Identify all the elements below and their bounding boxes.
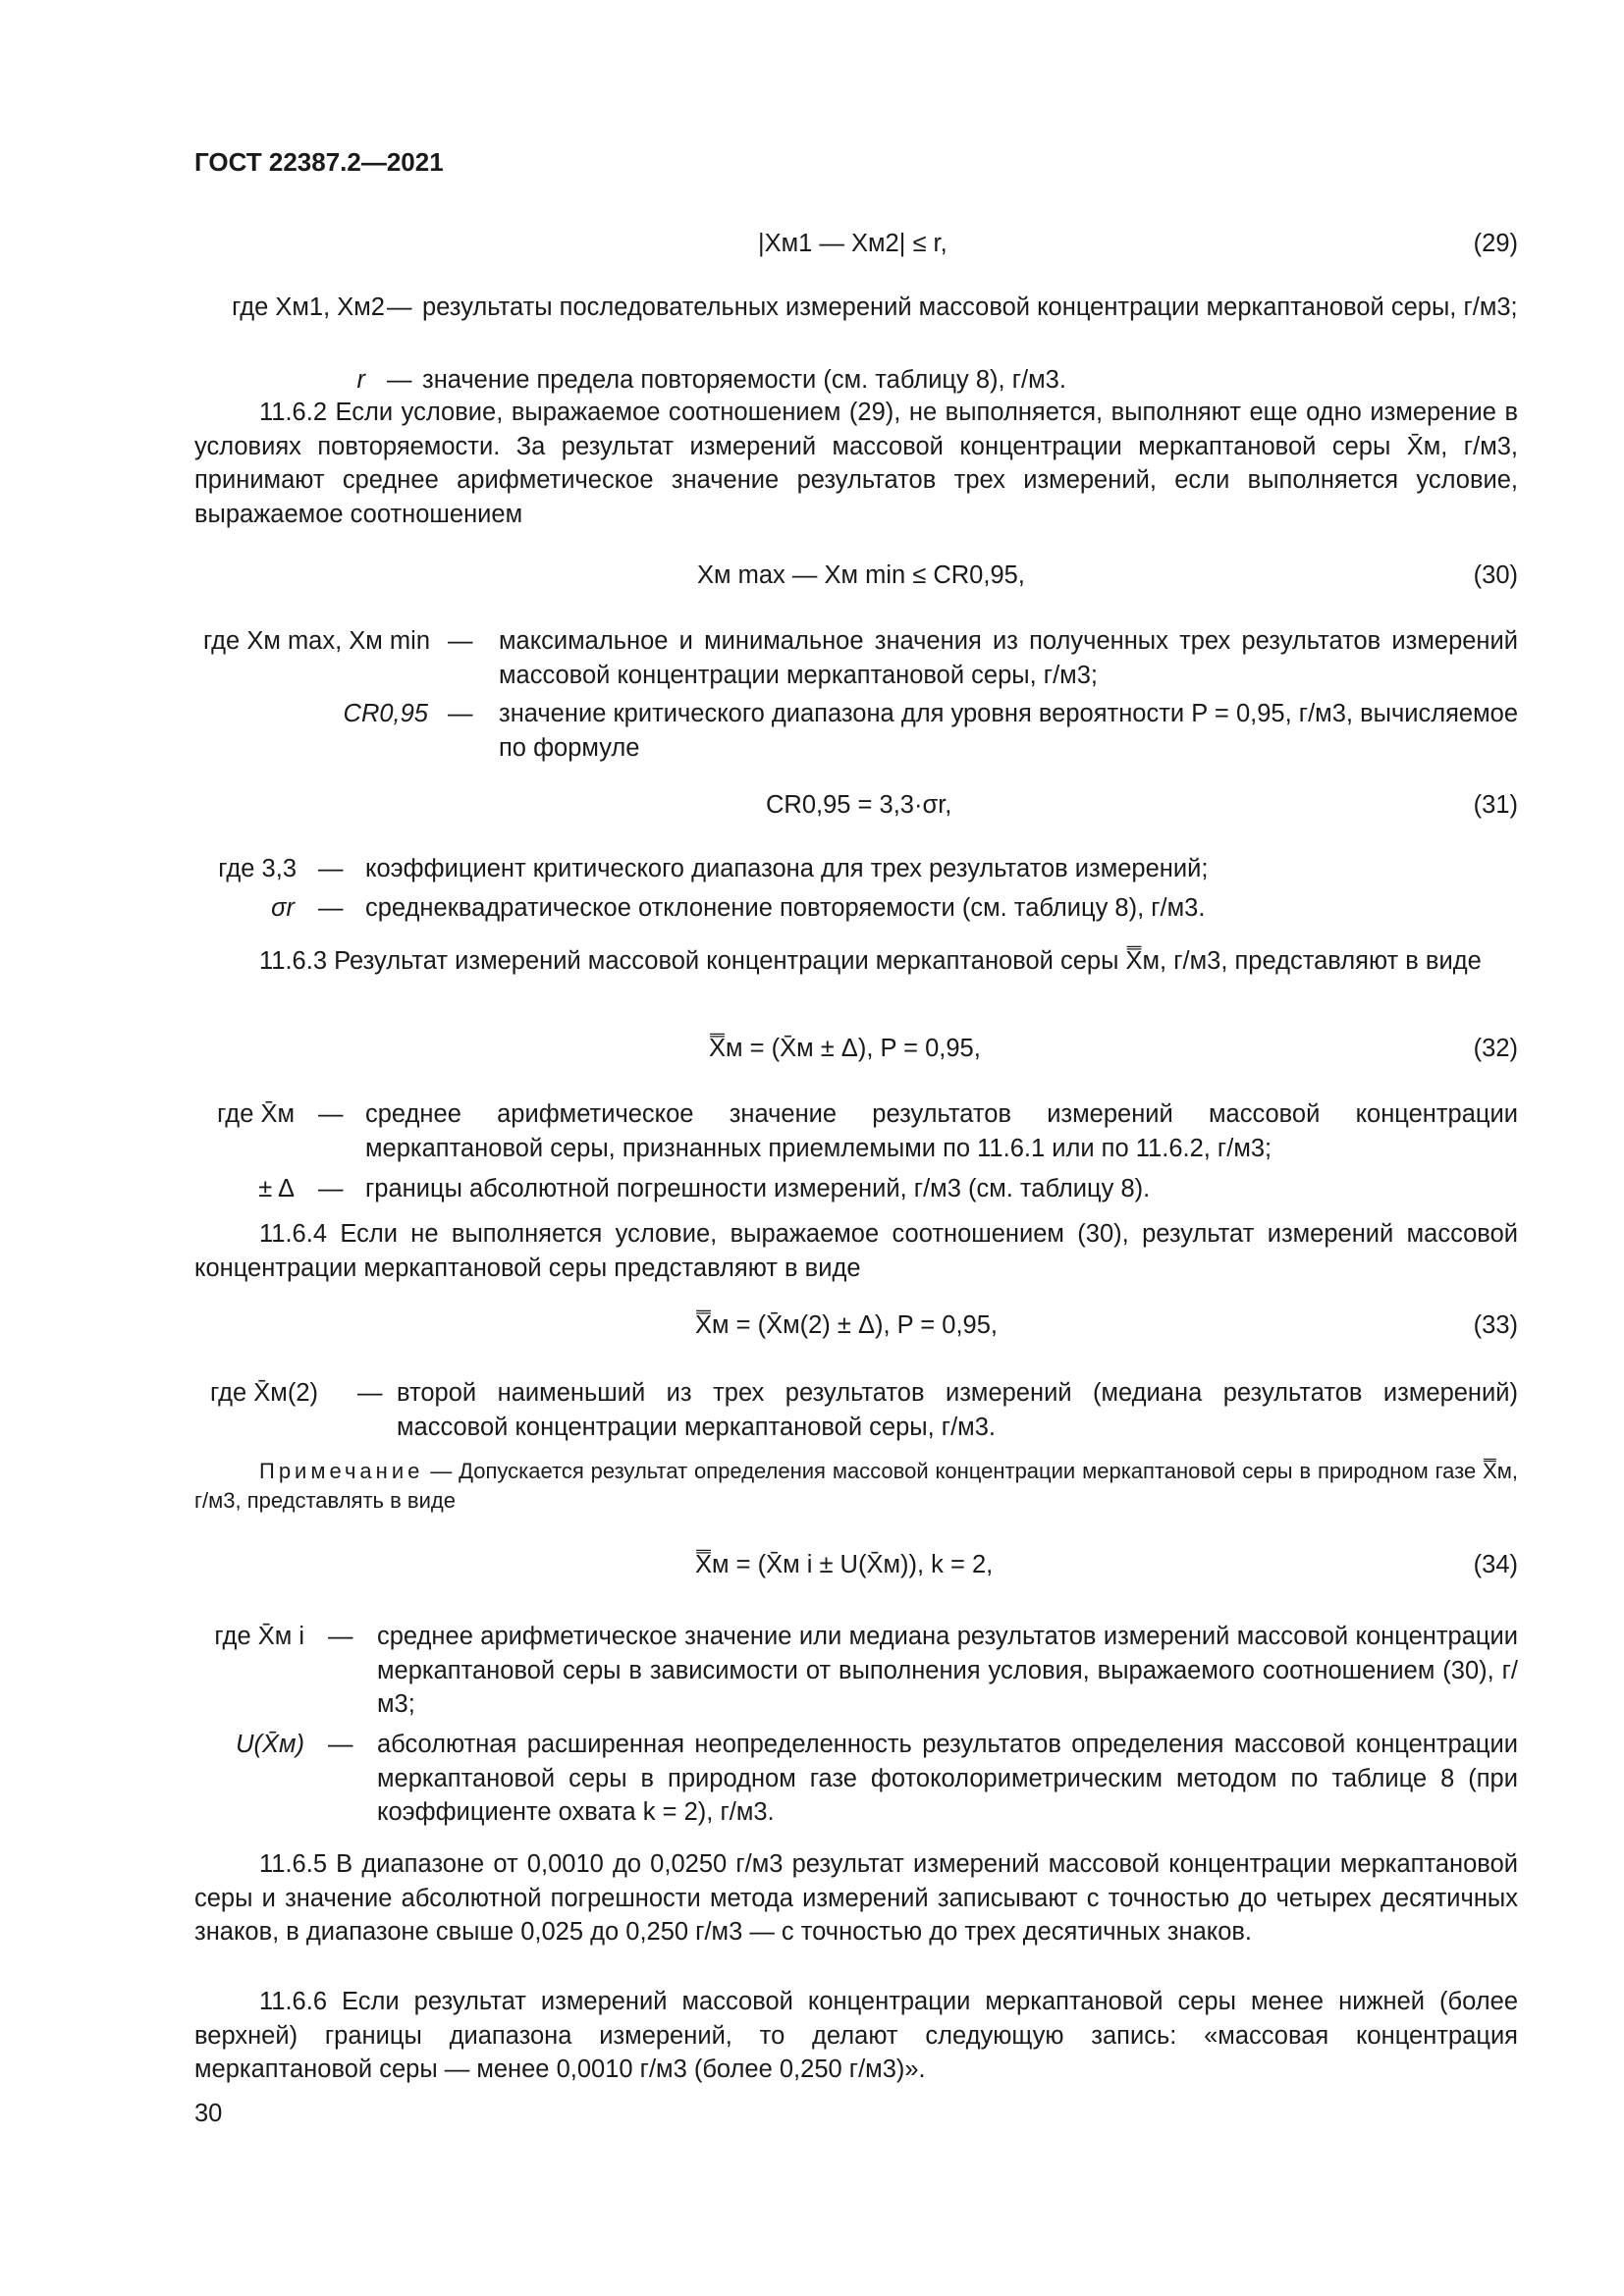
formula-34-number: (34) (1473, 1551, 1518, 1578)
where-label: где Xм1, Xм2 (232, 294, 385, 321)
where-dash: — (318, 894, 344, 922)
note-text: — Допускается результат определения массовой концентрации меркаптановой серы в природном газе X̿м, г/м3, представлять в виде (194, 1459, 1518, 1513)
formula-29-body: |Xм1 — Xм2| ≤ r, (758, 230, 947, 257)
where-dash: — (448, 627, 473, 655)
where-label: r (356, 366, 365, 394)
where-desc: значение критического диапазона для уровня вероятности P = 0,95, г/м3, вычисляемое по формуле (499, 700, 1518, 762)
where-label: где 3,3 (218, 855, 297, 882)
where-desc: второй наименьший из трех результатов измерений (медиана результатов измерений) массовой концентрации меркаптановой серы, г/м3. (397, 1379, 1518, 1441)
where-desc: коэффициент критического диапазона для трех результатов измерений; (365, 855, 1209, 882)
where-label: U(X̄м) (236, 1731, 304, 1758)
where-label: CR0,95 (343, 700, 428, 727)
where-desc: значение предела повторяемости (см. таблицу 8), г/м3. (422, 366, 1066, 394)
page-number: 30 (194, 2100, 223, 2127)
where-desc: среднеквадратическое отклонение повторяемости (см. таблицу 8), г/м3. (365, 894, 1206, 922)
paragraph-11-6-3: 11.6.3 Результат измерений массовой концентрации меркаптановой серы X̿м, г/м3, представляют в виде (259, 947, 1482, 975)
where-desc: абсолютная расширенная неопределенность результатов определения массовой концентрации меркаптановой серы в природном газе фотоколориметрическим методом по таблице 8 (при коэффициенте охвата k = 2), г/м3. (377, 1731, 1518, 1826)
formula-33-body: X̿м = (X̄м(2) ± Δ), P = 0,95, (695, 1311, 998, 1339)
paragraph-11-6-2: 11.6.2 Если условие, выражаемое соотношением (29), не выполняется, выполняют еще одно измерение в условиях повторяемости. За результат измерений массовой концентрации меркаптановой серы X̄м, г/м3, принимают среднее арифметическое значение результатов трех измерений, если выполняется условие, выражаемое соотношением (194, 399, 1518, 528)
formula-30-number: (30) (1473, 561, 1518, 589)
formula-33-number: (33) (1473, 1311, 1518, 1339)
where-dash: — (357, 1379, 383, 1407)
where-dash: — (448, 700, 473, 727)
note (194, 1457, 1518, 1516)
where-dash: — (328, 1623, 353, 1650)
formula-31-number: (31) (1473, 791, 1518, 819)
where-desc: максимальное и минимальное значения из полученных трех результатов измерений массовой концентрации меркаптановой серы, г/м3; (499, 627, 1518, 689)
note-lead: Примечание (259, 1459, 424, 1483)
paragraph-11-6-4: 11.6.4 Если не выполняется условие, выражаемое соотношением (30), результат измерений массовой концентрации меркаптановой серы представляют в виде (194, 1220, 1518, 1282)
formula-32-number: (32) (1473, 1035, 1518, 1062)
formula-30-body: Xм max — Xм min ≤ CR0,95, (697, 561, 1025, 589)
where-dash: — (387, 294, 412, 321)
doc-header: ГОСТ 22387.2—2021 (194, 147, 444, 177)
where-dash: — (318, 1175, 344, 1202)
where-desc: результаты последовательных измерений массовой концентрации меркаптановой серы, г/м3; (422, 294, 1518, 321)
where-label: где X̄м(2) (209, 1379, 318, 1407)
where-label: ± Δ (258, 1175, 295, 1202)
where-dash: — (318, 855, 344, 882)
formula-32-body: X̿м = (X̄м ± Δ), P = 0,95, (709, 1035, 981, 1062)
where-dash: — (318, 1100, 344, 1128)
where-desc: среднее арифметическое значение или медиана результатов измерений массовой концентрации меркаптановой серы в зависимости от выполнения условия, выражаемого соотношением (30), г/м3; (377, 1623, 1518, 1718)
paragraph-11-6-5: 11.6.5 В диапазоне от 0,0010 до 0,0250 г/м3 результат измерений массовой концентрации меркаптановой серы и значение абсолютной погрешности метода измерений записывают с точностью до четырех десятичных знаков, в диапазоне свыше 0,025 до 0,250 г/м3 — с точностью до трех десятичных знаков. (194, 1850, 1518, 1946)
where-label: σr (271, 894, 295, 922)
formula-29-number: (29) (1473, 230, 1518, 257)
paragraph-11-6-6: 11.6.6 Если результат измерений массовой концентрации меркаптановой серы менее нижней (более верхней) границы диапазона измерений, то делают следующую запись: «массовая концентрация меркаптановой серы — менее 0,0010 г/м3 (более 0,250 г/м3)». (194, 1988, 1518, 2083)
formula-31-body: CR0,95 = 3,3·σr, (766, 791, 952, 819)
where-label: где X̄м (217, 1100, 295, 1128)
where-label: где Xм max, Xм min (203, 627, 430, 655)
where-dash: — (328, 1731, 353, 1758)
where-desc: границы абсолютной погрешности измерений, г/м3 (см. таблицу 8). (365, 1175, 1151, 1202)
where-label: где X̄м i (214, 1623, 304, 1650)
formula-34-body: X̿м = (X̄м i ± U(X̄м)), k = 2, (695, 1551, 994, 1578)
where-desc: среднее арифметическое значение результатов измерений массовой концентрации меркаптановой серы, признанных приемлемыми по 11.6.1 или по 11.6.2, г/м3; (365, 1100, 1518, 1162)
where-dash: — (387, 366, 412, 394)
